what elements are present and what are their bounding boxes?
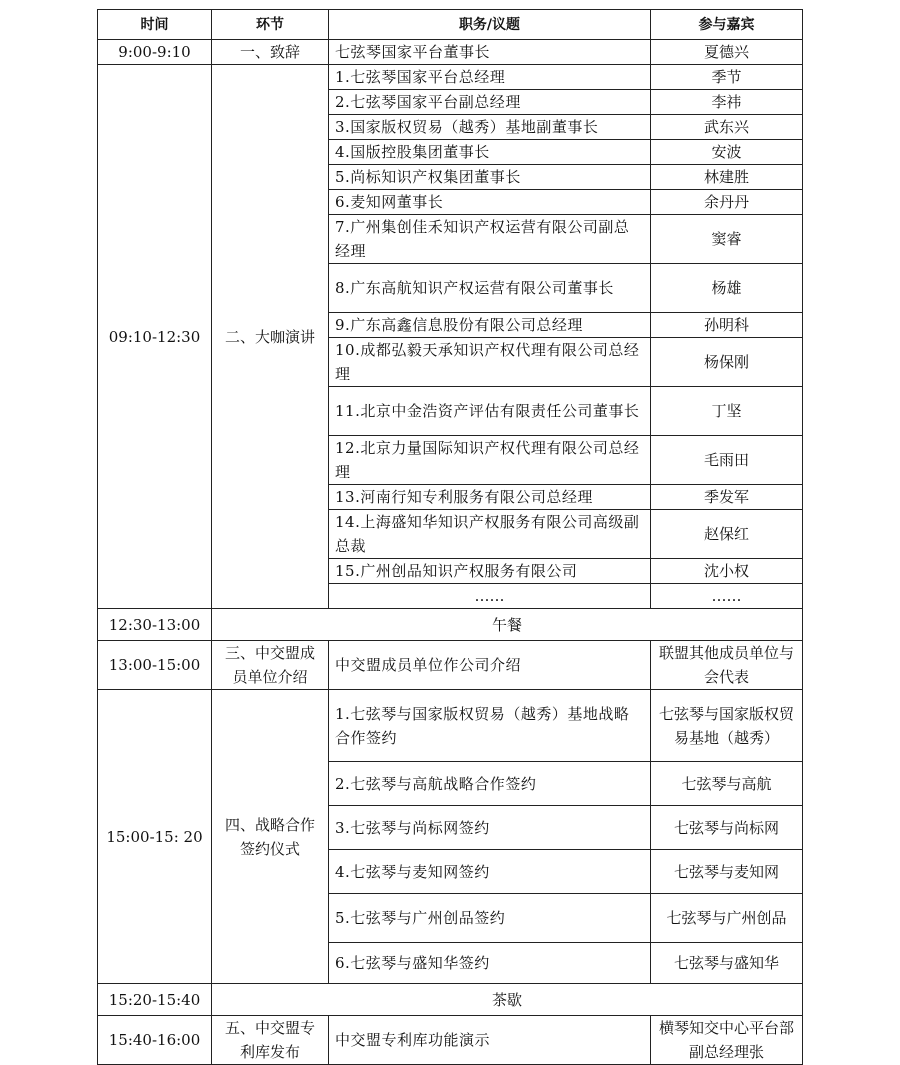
- topic-cell: 七弦琴国家平台董事长: [329, 40, 651, 65]
- break-cell: 午餐: [212, 609, 803, 641]
- agenda-table: [97, 9, 803, 1065]
- guest-cell: 安波: [651, 140, 803, 165]
- topic-cell: 14.上海盛知华知识产权服务有限公司高级副总裁: [329, 510, 651, 559]
- guest-cell: ……: [651, 584, 803, 609]
- topic-cell: 2.七弦琴国家平台副总经理: [329, 90, 651, 115]
- topic-cell: 1.七弦琴国家平台总经理: [329, 65, 651, 90]
- guest-cell: 七弦琴与广州创品: [651, 894, 803, 943]
- topic-cell: 6.麦知网董事长: [329, 190, 651, 215]
- topic-cell: 13.河南行知专利服务有限公司总经理: [329, 485, 651, 510]
- guest-cell: 赵保红: [651, 510, 803, 559]
- guest-cell: 孙明科: [651, 313, 803, 338]
- topic-cell: 1.七弦琴与国家版权贸易（越秀）基地战略合作签约: [329, 690, 651, 762]
- time-cell: 12:30-13:00: [98, 609, 212, 641]
- header-section: 环节: [212, 10, 329, 40]
- topic-cell: 6.七弦琴与盛知华签约: [329, 943, 651, 984]
- header-guest: 参与嘉宾: [651, 10, 803, 40]
- topic-cell: 8.广东高航知识产权运营有限公司董事长: [329, 264, 651, 313]
- section-cell: 三、中交盟成员单位介绍: [212, 641, 329, 690]
- topic-cell: 12.北京力量国际知识产权代理有限公司总经理: [329, 436, 651, 485]
- guest-cell: 武东兴: [651, 115, 803, 140]
- guest-cell: 七弦琴与盛知华: [651, 943, 803, 984]
- guest-cell: 七弦琴与尚标网: [651, 806, 803, 850]
- guest-cell: 七弦琴与高航: [651, 762, 803, 806]
- section-cell: 一、致辞: [212, 40, 329, 65]
- guest-cell: 杨保刚: [651, 338, 803, 387]
- topic-cell: 2.七弦琴与高航战略合作签约: [329, 762, 651, 806]
- section-cell: 四、战略合作签约仪式: [212, 690, 329, 984]
- guest-cell: 沈小权: [651, 559, 803, 584]
- guest-cell: 夏德兴: [651, 40, 803, 65]
- table-row: [98, 40, 803, 65]
- time-cell: 15:40-16:00: [98, 1016, 212, 1065]
- topic-cell: 3.国家版权贸易（越秀）基地副董事长: [329, 115, 651, 140]
- time-cell: 15:00-15: 20: [98, 690, 212, 984]
- guest-cell: 窦睿: [651, 215, 803, 264]
- guest-cell: 横琴知交中心平台部副总经理张: [651, 1016, 803, 1065]
- topic-cell: 4.国版控股集团董事长: [329, 140, 651, 165]
- time-cell: 15:20-15:40: [98, 984, 212, 1016]
- topic-cell: ……: [329, 584, 651, 609]
- table-row: [98, 609, 803, 641]
- table-row: [98, 641, 803, 690]
- guest-cell: 毛雨田: [651, 436, 803, 485]
- guest-cell: 余丹丹: [651, 190, 803, 215]
- time-cell: 09:10-12:30: [98, 65, 212, 609]
- topic-cell: 中交盟成员单位作公司介绍: [329, 641, 651, 690]
- topic-cell: 3.七弦琴与尚标网签约: [329, 806, 651, 850]
- topic-cell: 4.七弦琴与麦知网签约: [329, 850, 651, 894]
- guest-cell: 李祎: [651, 90, 803, 115]
- guest-cell: 七弦琴与麦知网: [651, 850, 803, 894]
- section-cell: 五、中交盟专利库发布: [212, 1016, 329, 1065]
- table-row: [98, 690, 803, 762]
- topic-cell: 7.广州集创佳禾知识产权运营有限公司副总经理: [329, 215, 651, 264]
- table-row: [98, 1016, 803, 1065]
- header-topic: 职务/议题: [329, 10, 651, 40]
- table-row: [98, 65, 803, 90]
- time-cell: 13:00-15:00: [98, 641, 212, 690]
- topic-cell: 10.成都弘毅天承知识产权代理有限公司总经理: [329, 338, 651, 387]
- header-time: 时间: [98, 10, 212, 40]
- topic-cell: 5.尚标知识产权集团董事长: [329, 165, 651, 190]
- header-row: [98, 10, 803, 40]
- topic-cell: 中交盟专利库功能演示: [329, 1016, 651, 1065]
- table-row: [98, 984, 803, 1016]
- guest-cell: 杨雄: [651, 264, 803, 313]
- guest-cell: 季节: [651, 65, 803, 90]
- section-cell: 二、大咖演讲: [212, 65, 329, 609]
- guest-cell: 林建胜: [651, 165, 803, 190]
- topic-cell: 9.广东高鑫信息股份有限公司总经理: [329, 313, 651, 338]
- guest-cell: 联盟其他成员单位与会代表: [651, 641, 803, 690]
- break-cell: 茶歇: [212, 984, 803, 1016]
- guest-cell: 季发军: [651, 485, 803, 510]
- topic-cell: 11.北京中金浩资产评估有限责任公司董事长: [329, 387, 651, 436]
- guest-cell: 丁坚: [651, 387, 803, 436]
- topic-cell: 15.广州创品知识产权服务有限公司: [329, 559, 651, 584]
- guest-cell: 七弦琴与国家版权贸易基地（越秀）: [651, 690, 803, 762]
- topic-cell: 5.七弦琴与广州创品签约: [329, 894, 651, 943]
- time-cell: 9:00-9:10: [98, 40, 212, 65]
